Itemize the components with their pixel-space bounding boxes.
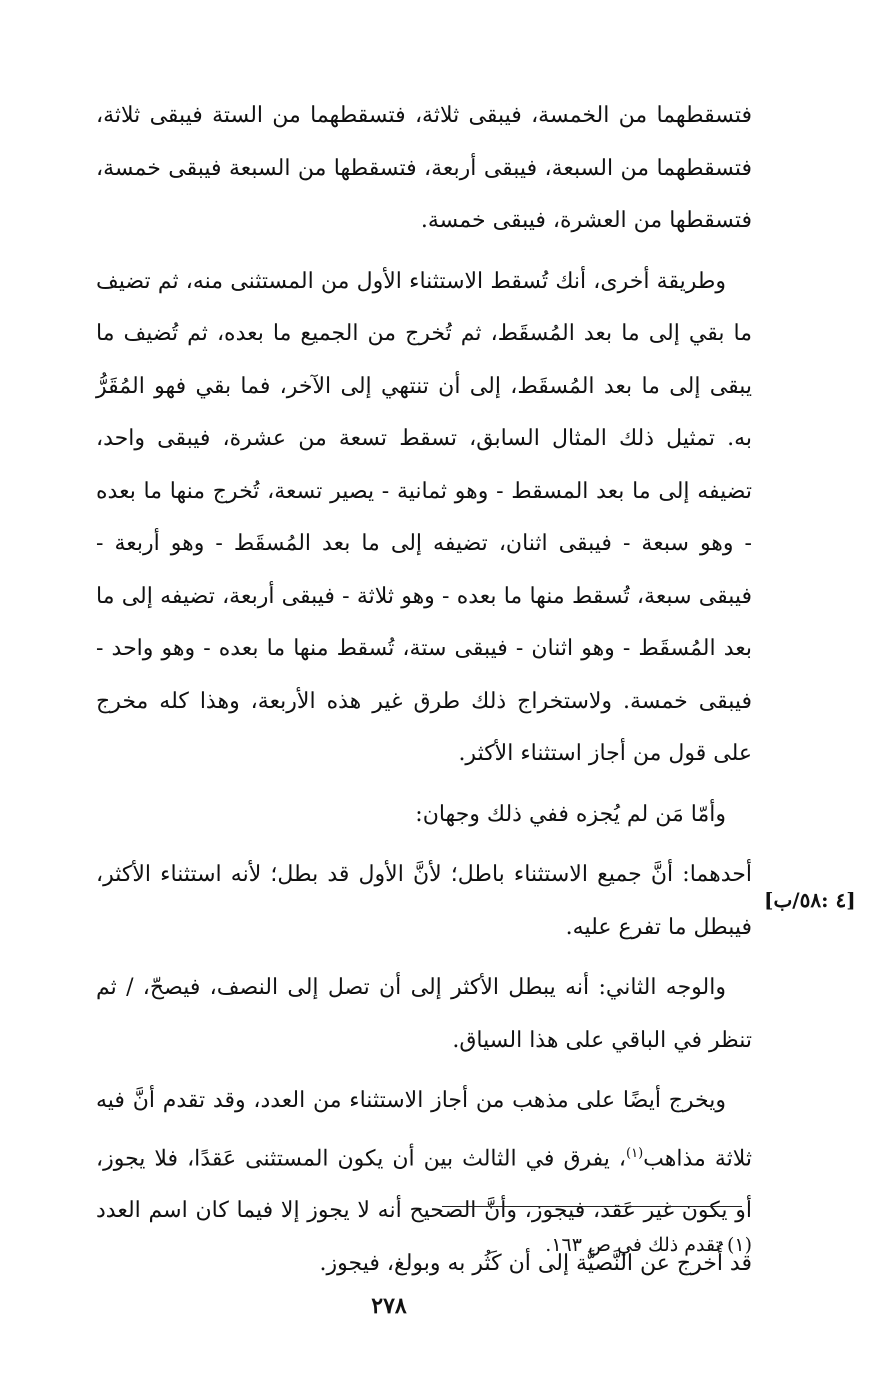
paragraph-4: أحدهما: أنَّ جميع الاستثناء باطل؛ لأنَّ الأول قد بطل؛ لأنه استثناء الأكثر، فيبطل ما تفرع عليه. xyxy=(96,862,752,940)
paragraph-5: والوجه الثاني: أنه يبطل الأكثر إلى أن تصل إلى النصف، فيصحّ، / ثم تنظر في الباقي على هذا السياق. xyxy=(96,975,752,1053)
paragraph-3: وأمّا مَن لم يُجزه ففي ذلك وجهان: xyxy=(415,801,726,827)
page-number: ٢٧٨ xyxy=(371,1293,407,1319)
footnote-marker[interactable]: (١) xyxy=(626,1145,644,1161)
main-text xyxy=(96,90,752,1290)
margin-reference-note: [٤ :٥٨/ب] xyxy=(764,888,856,912)
paragraph-6-end: ، يفرق في الثالث بين أن يكون المستثنى عَقدًا، فلا يجوز، أو يكون غير عَقد، فيجوز، وأنَّ الصحيح أنه لا يجوز إلا فيما كان اسم العدد قد أُخرج عن النَّصيَّة إلى أن كَثُر به وبولغ، فيجوز. xyxy=(96,1145,752,1276)
paragraph-6-start: ويخرج أيضًا على مذهب من أجاز الاستثناء من العدد، وقد تقدم أنَّ فيه ثلاثة مذاهب xyxy=(96,1088,752,1171)
footnote-divider xyxy=(442,1206,742,1207)
paragraph-2: وطريقة أخرى، أنك تُسقط الاستثناء الأول من المستثنى منه، ثم تضيف ما بقي إلى ما بعد المُسقَط، ثم تُخرج من الجميع ما بعده، ثم تُضيف ما يبقى إلى ما بعد المُسقَط، إلى أن تنتهي إلى الآخر، فما بقي فهو المُقَرُّ به. تمثيل ذلك المثال السابق، تسقط تسعة من عشرة، فيبقى واحد، تضيفه إلى ما بعد المسقط - وهو ثمانية - يصير تسعة، تُخرج منها ما بعده - وهو سبعة - فيبقى اثنان، تضيفه إلى ما بعد المُسقَط - وهو أربعة - فيبقى سبعة، تُسقط منها ما بعده - وهو ثلاثة - فيبقى أربعة، تضيفه إلى ما بعد المُسقَط - وهو اثنان - فيبقى ستة، تُسقط منها ما بعده - وهو واحد - فيبقى خمسة. ولاستخراج ذلك طرق غير هذه الأربعة، وهذا كله مخرج على قول من أجاز استثناء الأكثر. xyxy=(96,268,752,766)
paragraph-1: فتسقطهما من الخمسة، فيبقى ثلاثة، فتسقطهما من الستة فيبقى ثلاثة، فتسقطهما من السبعة، فيبقى أربعة، فتسقطها من السبعة فيبقى خمسة، فتسقطها من العشرة، فيبقى خمسة. xyxy=(96,103,752,233)
footnote-text: (١) تقدم ذلك في ص ١٦٣. xyxy=(545,1234,752,1256)
